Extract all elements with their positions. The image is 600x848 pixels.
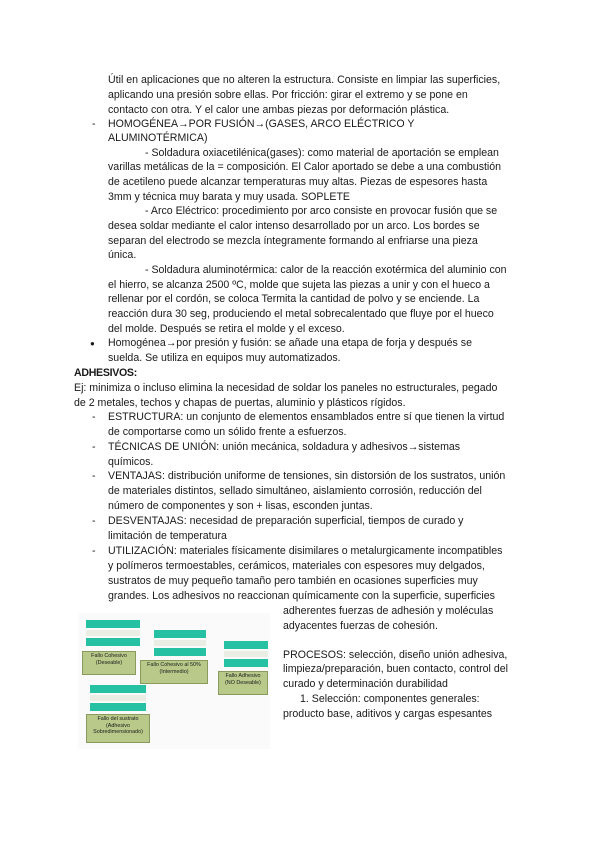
substrate-top [86, 620, 140, 628]
text-line: del molde. Después se retira el molde y el exceso. [108, 323, 345, 335]
text-line: de materiales distintos, sellado simultáneo, aislamiento corrosión, reducción del [108, 485, 482, 497]
text-line: de 2 metales, techos y chapas de puertas, aluminio y plásticos rígidos. [74, 397, 406, 409]
text-line: número de componentes y son + lisas, esconden juntas. [108, 500, 373, 512]
text-line: limitación de temperatura [108, 530, 227, 542]
failure-label-line: Fallo del sustrato [97, 716, 139, 722]
failure-label-line: (Deseable) [95, 659, 123, 666]
text-line: producto base, aditivos y cargas espesantes [283, 708, 493, 720]
text-line: Ej: minimiza o incluso elimina la necesidad de soldar los paneles no estructurales, pegado [74, 382, 498, 394]
dash-bullet: - [92, 441, 96, 453]
text-line: - Soldadura aluminotérmica: calor de la reacción exotérmica del aluminio con [145, 264, 507, 276]
substrate-bottom [154, 648, 206, 656]
text-line: ESTRUCTURA: un conjunto de elementos ensamblados entre sí que tienen la virtud [108, 411, 505, 423]
text-line: HOMOGÉNEA→POR FUSIÓN→(GASES, ARCO ELÉCTRICO Y [108, 118, 415, 130]
text-line: de comportarse como un sólido frente a esfuerzos. [108, 426, 347, 438]
text-line: Homogénea→por presión y fusión: se añade una etapa de forja y después se [108, 337, 472, 349]
text-line: ALUMINOTÉRMICA) [108, 132, 208, 144]
dash-bullet: - [92, 470, 96, 482]
text-line: sustratos de muy pequeño tamaño pero también en ocasiones superficies muy [108, 575, 478, 587]
text-line: y polímeros termoestables, cerámicos, materiales con espesores muy delgados, [108, 560, 485, 572]
adhesive-layer [90, 695, 146, 701]
text-line: adyacentes fuerzas de cohesión. [283, 620, 438, 632]
text-line: - Soldadura oxiacetilénica(gases): como material de aportación se emplean [145, 147, 499, 159]
text-line: única. [108, 249, 137, 261]
failure-label-line: (Adhesivo [106, 722, 130, 729]
text-line: de acetileno puede alcanzar temperaturas muy altas. Piezas de espesores hasta [108, 176, 488, 188]
dash-bullet: - [92, 515, 96, 527]
text-line: PROCESOS: selección, diseño unión adhesiva, [283, 649, 508, 661]
failure-label-line: Sobredimensionado) [93, 729, 143, 735]
substrate-bottom [90, 703, 146, 711]
text-line: reacción dura 30 seg, produciendo el metal sobrecalentado que fluye por el hueco [108, 308, 494, 320]
dash-bullet: - [92, 411, 96, 423]
text-line: el hierro, se alcanza 2500 ºC, molde que sujeta las piezas a unir y con el hueco a [108, 279, 490, 291]
text-line: rellenar por el cordón, se coloca Termita la cantidad de polvo y se enciende. La [108, 293, 480, 305]
substrate-top [224, 641, 268, 649]
text-line: Útil en aplicaciones que no alteren la estructura. Consiste en limpiar las superficies, [108, 74, 501, 86]
text-line: separan del electrodo se mezcla íntegramente formando al enfriarse una pieza [108, 235, 478, 247]
adhesive-layer [86, 630, 140, 636]
text-line: TÉCNICAS DE UNIÓN: unión mecánica, soldadura y adhesivos→sistemas [108, 441, 461, 453]
failure-label-line: Fallo Adhesivo [225, 673, 261, 679]
text-line: 1. Selección: componentes generales: [300, 693, 480, 705]
dash-bullet: - [92, 545, 96, 557]
text-line: limpieza/preparación, buen contacto, control del [283, 663, 508, 675]
adhesive-failure-figure [78, 613, 270, 749]
failure-label [86, 714, 150, 743]
text-line: 3mm y técnica muy barata y muy usada. SOPLETE [108, 191, 350, 203]
text-line: químicos. [108, 456, 154, 468]
text-line: contacto con otra. Y el calor une ambas piezas por deformación plástica. [108, 104, 450, 116]
failure-label [82, 651, 136, 675]
text-line: suelda. Se utiliza en equipos muy automatizados. [108, 352, 341, 364]
section-heading: ADHESIVOS: [74, 367, 137, 379]
text-line: grandes. Los adhesivos no reaccionan químicamente con la superficie, superficies [108, 590, 495, 602]
failure-label-line: (Intermedio) [159, 668, 189, 675]
text-line: adherentes fuerzas de adhesión y moléculas [283, 605, 494, 617]
dot-bullet: ● [90, 339, 95, 348]
failure-label-line: (NO Deseable) [225, 679, 261, 686]
text-line: - Arco Eléctrico: procedimiento por arco consiste en provocar fusión que se [145, 205, 498, 217]
text-line: UTILIZACIÓN: materiales físicamente disimilares o metalurgicamente incompatibles [108, 545, 503, 557]
dash-bullet: - [92, 118, 96, 130]
text-line: VENTAJAS: distribución uniforme de tensiones, sin distorsión de los sustratos, unión [108, 470, 506, 482]
text-line: curado y determinación durabilidad [283, 678, 448, 690]
text-line: aplicando una presión sobre ellas. Por fricción: girar el extremo y se pone en [108, 89, 468, 101]
text-line: varillas metálicas de la = composición. El Calor aportado se debe a una combustión [108, 161, 502, 173]
failure-label-line: Fallo Cohesivo [91, 653, 127, 659]
text-line: desea soldar mediante el calor intenso desarrollado por un arco. Los bordes se [108, 220, 480, 232]
failure-label [218, 671, 268, 695]
substrate-bottom [86, 638, 140, 646]
text-line: DESVENTAJAS: necesidad de preparación superficial, tiempos de curado y [108, 515, 464, 527]
failure-label [140, 660, 208, 684]
adhesive-layer [224, 651, 268, 657]
substrate-top [154, 630, 206, 638]
adhesive-layer [154, 640, 206, 646]
failure-label-line: Fallo Cohesivo al 50% [147, 662, 201, 668]
substrate-bottom [224, 659, 268, 667]
substrate-top [90, 685, 146, 693]
